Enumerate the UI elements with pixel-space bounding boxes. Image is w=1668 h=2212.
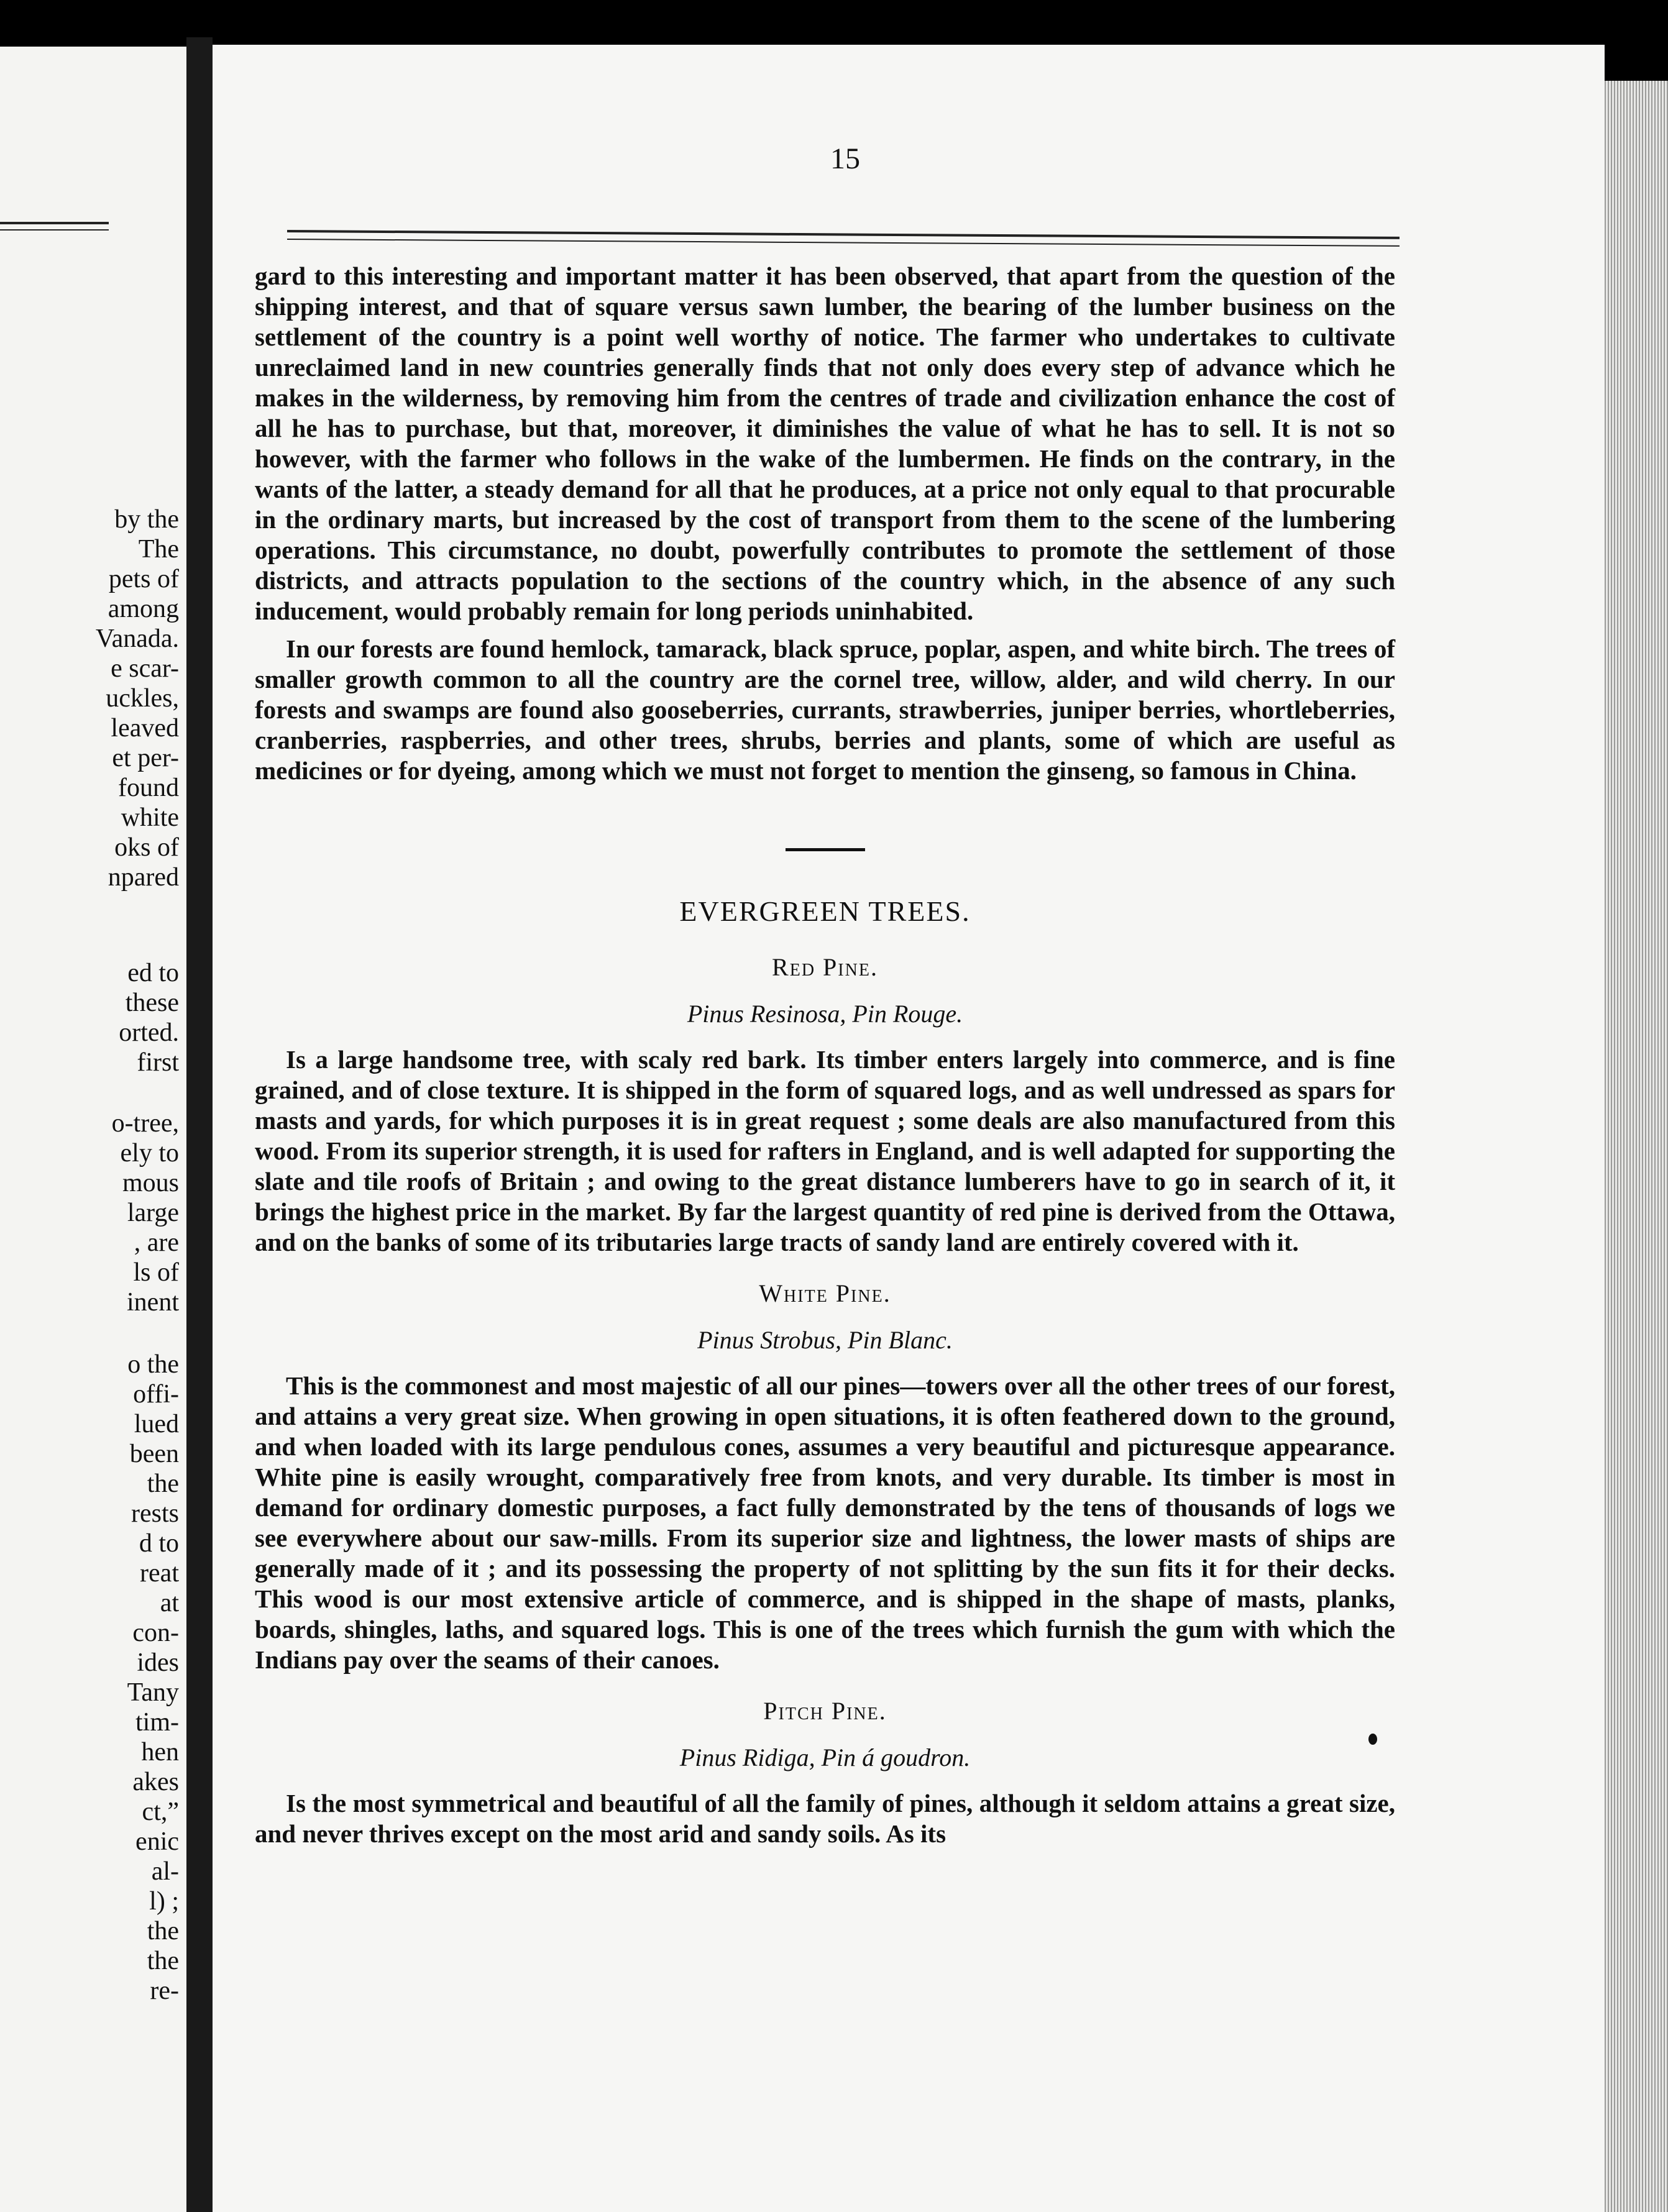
left-page-fragment: al-	[151, 1857, 179, 1886]
left-page-fragment: e scar-	[111, 654, 179, 683]
left-header-rule	[0, 222, 109, 224]
section-title: EVERGREEN TREES.	[679, 895, 971, 927]
left-page-fragment: by the	[114, 505, 179, 534]
left-page-fragment: lued	[134, 1410, 179, 1438]
left-page-fragment: ed to	[127, 959, 179, 987]
entry-text-white-pine: This is the commonest and most majestic of all our pines—towers over all the other trees of our forest, and attains a very great size. When growing in open situations, it is often feathered down to the ground, and when loaded with its large pendulous cones, assumes a very beautiful and picturesque appearance. White pine is easily wrought, comparatively free from knots, and very durable. Its timber is most in demand for ordinary domestic purposes, a fact fully demonstrated by the tens of thousands of logs we see everywhere about our saw-mills. From its superior size and lightness, the lower masts of ships are generally made of it ; and its possessing the property of not splitting by the sun fits it for their decks. This wood is our most extensive article of commerce, and is shipped in the shape of masts, planks, boards, shingles, laths, and squared logs. This is one of the trees which furnish the gum with which the Indians pay over the seams of their canoes.	[255, 1371, 1395, 1674]
left-page-fragment: npared	[108, 863, 179, 892]
left-page-fragment: uckles,	[106, 684, 179, 713]
entry-latin-pitch-pine: Pinus Ridiga, Pin á goudron.	[679, 1744, 971, 1771]
left-page-fragment: akes	[132, 1768, 179, 1796]
left-header-rule-thin	[0, 229, 109, 231]
left-page-fragment: pets of	[108, 565, 179, 593]
entry-heading-white-pine: White Pine.	[759, 1279, 891, 1307]
left-page-fragment: oks of	[114, 833, 179, 862]
section-separator	[786, 848, 865, 851]
left-page-fragment: ct,”	[142, 1798, 179, 1826]
left-page-fragment: among	[108, 595, 179, 623]
left-page-fragment: first	[137, 1048, 179, 1077]
left-page-fragment: inent	[127, 1288, 179, 1317]
book-gutter	[186, 37, 213, 2212]
left-page-fragment: orted.	[119, 1018, 179, 1047]
left-page	[0, 47, 186, 2212]
left-page-fragment: ides	[137, 1648, 179, 1677]
left-page-fragment: tim-	[135, 1708, 179, 1737]
left-page-fragment: Vanada.	[95, 624, 179, 653]
left-page-fragment: ls of	[133, 1258, 179, 1287]
left-page-fragment: leaved	[111, 714, 179, 743]
left-page-fragment: d to	[139, 1529, 179, 1558]
left-page-fragment: enic	[135, 1827, 179, 1856]
left-page-fragment: Tany	[127, 1678, 179, 1707]
entry-text-red-pine: Is a large handsome tree, with scaly red bark. Its timber enters largely into commerce, and is fine grained, and of close texture. It is shipped in the form of squared logs, and as well undressed as spars for masts and yards, for which purposes it is in great request ; some deals are also manufactured from this wood. From its superior strength, it is used for rafters in England, and is well adapted for supporting the slate and tile roofs of Britain ; and owing to the great distance lumberers have to go in search of it, it brings the highest price in the market. By far the largest quantity of red pine is derived from the Ottawa, and on the banks of some of its tributaries large tracts of sandy land are entirely covered with it.	[255, 1045, 1395, 1256]
left-page-fragment: the	[147, 1947, 179, 1975]
left-page-fragment: re-	[150, 1977, 179, 2005]
left-page-fragment: hen	[141, 1738, 179, 1766]
left-page-fragment: con-	[132, 1619, 179, 1647]
entry-heading-pitch-pine: Pitch Pine.	[763, 1697, 887, 1725]
left-page-fragment: at	[160, 1589, 179, 1617]
page-number: 15	[830, 142, 860, 175]
left-page-fragment: white	[121, 803, 179, 832]
left-page-fragment: the	[147, 1917, 179, 1945]
page-edges	[1605, 81, 1668, 2212]
left-page-fragment: these	[125, 989, 179, 1017]
left-page-fragment: l) ;	[149, 1887, 179, 1916]
left-page-fragment: o the	[127, 1350, 179, 1379]
left-page-fragment: found	[118, 774, 179, 802]
left-page-fragment: reat	[140, 1559, 179, 1588]
entry-latin-white-pine: Pinus Strobus, Pin Blanc.	[697, 1326, 953, 1354]
intro-paragraph: gard to this interesting and important matter it has been observed, that apart from the question of the shipping interest, and that of square versus sawn lumber, the bearing of the lumber business on the settlement of the country is a point well worthy of notice. The farmer who undertakes to cultivate unreclaimed land in new countries generally finds that not only does every step of advance which he makes in the wilderness, by removing him from the centres of trade and civilization enhance the cost of all he has to purchase, but that, moreover, it diminishes the value of what he has to sell. It is not so however, with the farmer who follows in the wake of the lumbermen. He finds on the contrary, in the wants of the latter, a steady demand for all that he produces, at a price not only equal to that procurable in the ordinary marts, but increased by the cost of transport from them to the scene of the lumbering operations. This circumstance, no doubt, powerfully contributes to promote the settlement of those districts, and attracts population to the sections of the country which, in the absence of any such inducement, would probably remain for long periods uninhabited.	[255, 262, 1395, 625]
page-body	[255, 261, 1395, 1857]
left-page-fragment: large	[127, 1199, 179, 1227]
ink-spot	[1368, 1734, 1377, 1745]
left-page-fragment: mous	[122, 1169, 179, 1197]
left-page-fragment: the	[147, 1469, 179, 1498]
left-page-fragment: , are	[134, 1228, 179, 1257]
left-page-fragment: The	[138, 535, 179, 564]
entry-heading-red-pine: Red Pine.	[772, 953, 878, 981]
left-page-fragment: rests	[131, 1499, 179, 1528]
left-page-fragment: et per-	[112, 744, 179, 772]
entry-latin-red-pine: Pinus Resinosa, Pin Rouge.	[687, 1000, 963, 1028]
left-page-fragment: o-tree,	[111, 1109, 179, 1138]
left-page-fragment: ely to	[120, 1139, 179, 1168]
forests-paragraph: In our forests are found hemlock, tamarack, black spruce, poplar, aspen, and white birch. The trees of smaller growth common to all the country are the cornel tree, willow, alder, and wild cherry. In our forests and swamps are found also gooseberries, currants, strawberries, juniper berries, whortleberries, cranberries, raspberries, and other trees, shrubs, berries and plants, some of which are useful as medicines or for dyeing, among which we must not forget to mention the ginseng, so famous in China.	[255, 634, 1395, 785]
entry-text-pitch-pine: Is the most symmetrical and beautiful of all the family of pines, although it seldom attains a great size, and never thrives except on the most arid and sandy soils. As its	[255, 1789, 1395, 1848]
left-page-fragment: been	[129, 1440, 179, 1468]
left-page-fragment: offi-	[133, 1380, 179, 1409]
